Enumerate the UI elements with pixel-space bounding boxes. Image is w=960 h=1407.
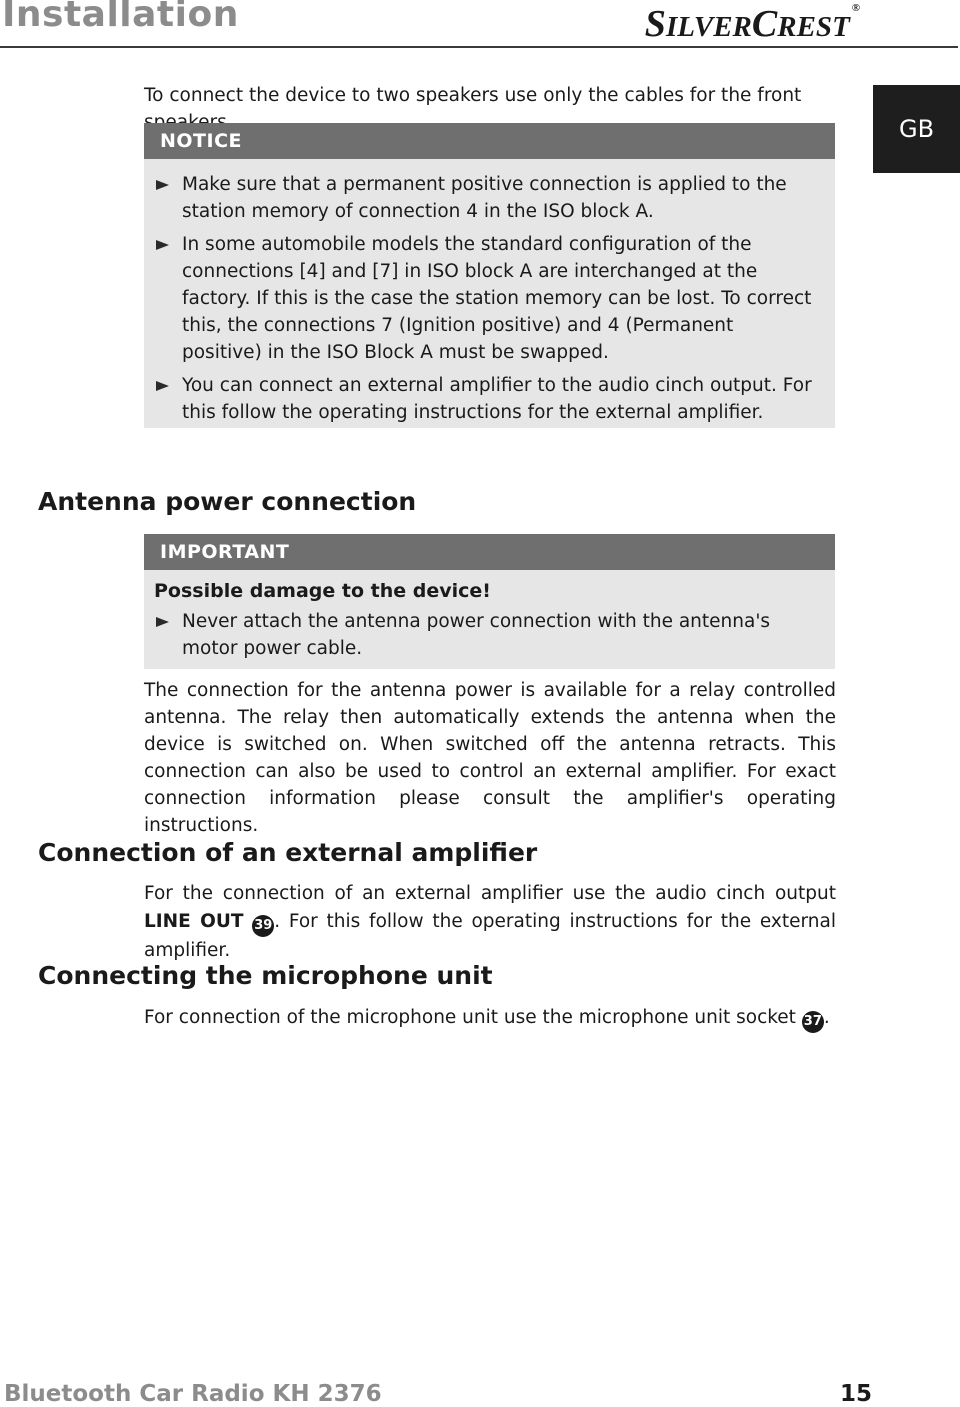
registered-mark: ® <box>851 2 860 14</box>
important-item <box>144 608 815 662</box>
intro-paragraph: To connect the device to two speakers use only the cables for the front <box>144 85 802 106</box>
microphone-heading: Connecting the microphone unit <box>38 961 493 990</box>
antenna-heading: Antenna power connection <box>38 487 417 516</box>
important-label: IMPORTANT <box>144 534 835 570</box>
arrow-bullet-icon <box>156 617 169 627</box>
page-title: Installation <box>2 0 239 35</box>
notice-item-text: You can connect an external amplifier to the audio cinch output. For this follow the operating instructions for the external amplifier. <box>182 375 812 423</box>
amplifier-text-before: For the connection of an external amplifier use the audio cinch output <box>144 883 836 904</box>
footer-product-name: Bluetooth Car Radio KH 2376 <box>4 1381 382 1407</box>
amplifier-heading: Connection of an external amplifier <box>38 838 538 867</box>
microphone-text-before: For connection of the microphone unit use the microphone unit socket <box>144 1007 802 1028</box>
brand-letter-c: C <box>751 3 778 45</box>
important-box <box>144 534 835 669</box>
antenna-body: The connection for the antenna power is available for a relay controlled antenna. The relay then automatically extends the antenna when the device is switched on. When switched off the antenna retracts. This connection can also be used to control an external amplifier. For exact connection information please consult the amplifier's operating instructions. <box>144 680 836 836</box>
notice-item <box>144 171 815 225</box>
microphone-body <box>144 1004 836 1033</box>
microphone-text-after: . <box>823 1007 830 1028</box>
important-list <box>144 602 835 662</box>
notice-box <box>144 123 835 428</box>
arrow-bullet-icon <box>156 180 169 190</box>
notice-list <box>144 159 835 426</box>
line-out-label: LINE OUT <box>144 911 244 932</box>
amplifier-body <box>144 880 836 965</box>
warning-title: Possible damage to the device! <box>154 580 491 602</box>
reference-number-badge: 39 <box>252 915 274 937</box>
important-item-text: Never attach the antenna power connection with the antenna's motor power cable. <box>182 611 771 659</box>
notice-item-text: In some automobile models the standard configuration of the connections [4] and [7] in ISO block A are interchanged at the factory. If this is the case the station memory can be lost. To correct this, the connections 7 (Ignition positive) and 4 (Permanent positive) in the ISO Block A must be swapped. <box>182 234 812 363</box>
brand-letter-s: S <box>644 3 666 45</box>
notice-label: NOTICE <box>144 123 835 159</box>
notice-item-text: Make sure that a permanent positive connection is applied to the station memory of connection 4 in the ISO block A. <box>182 174 787 222</box>
reference-number-badge: 37 <box>802 1011 824 1033</box>
arrow-bullet-icon <box>156 240 169 250</box>
header-divider <box>0 46 958 48</box>
page-number: 15 <box>840 1381 873 1407</box>
amplifier-text-after: . For this follow the operating instructions for the external amplifier. <box>144 911 836 961</box>
language-tab: GB <box>873 85 960 173</box>
notice-item <box>144 372 815 426</box>
brand-logo <box>645 2 860 46</box>
brand-part-ilver: ILVER <box>665 11 752 43</box>
arrow-bullet-icon <box>156 381 169 391</box>
brand-part-rest: REST <box>777 11 850 43</box>
notice-item <box>144 231 815 366</box>
